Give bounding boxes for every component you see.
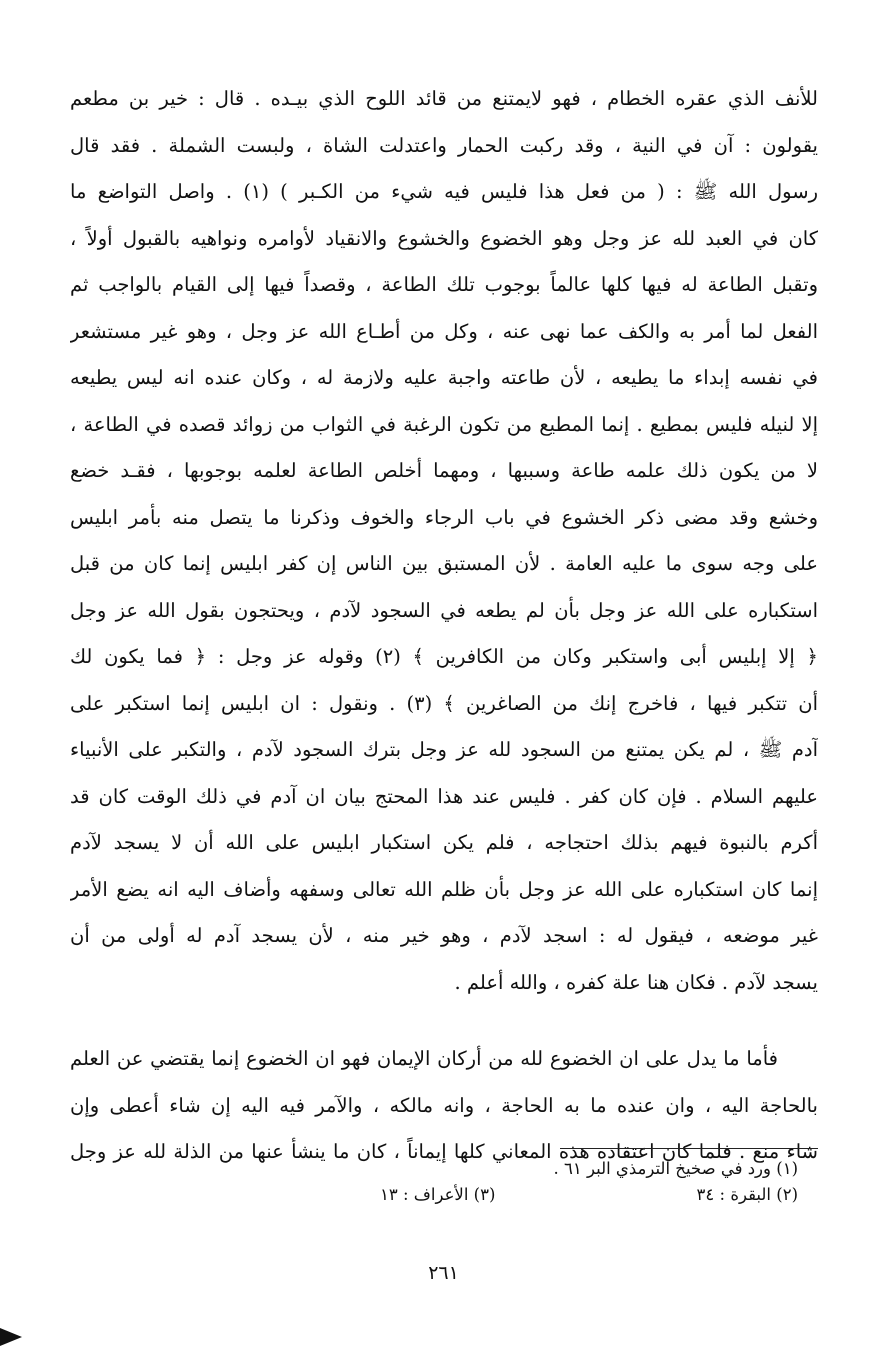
text-line: غير موضعه ، فيقول له : اسجد لآدم ، وهو خير منه ، لأن يسجد آدم له أولى من أن [70,924,818,947]
footnote-row [300,1182,798,1208]
footnote-2: (٢) البقرة : ٣٤ [696,1185,798,1204]
footnote-3: (٣) الأعراف : ١٣ [380,1185,496,1204]
footnote-divider [560,1148,818,1149]
text-line: إنما كان استكباره على الله عز وجل بأن ظلم الله تعالى وسفهه وأضاف اليه انه يضع الأمر [70,877,818,901]
text-line: للأنف الذي عقره الخطام ، فهو لايمتنع من قائد اللوح الذي بيـده . قال : خير بن مطعم [70,87,818,110]
text-line: استكباره على الله عز وجل بأن لم يطعه في السجود لآدم ، ويحتجون بقول الله عز وجل [70,598,818,622]
page-number: ٢٦١ [428,1262,459,1284]
text-line: وخشع وقد مضى ذكر الخشوع في باب الرجاء والخوف وذكرنا ما يتصل منه بأمر ابليس [70,505,818,529]
text-line: رسول الله ﷺ : ( من فعل هذا فليس فيه شيء من الكـبر ) (١) . واصل التواضع ما [70,180,818,203]
text-line: يسجد لآدم . فكان هنا علة كفره ، والله أعلم . [454,970,818,994]
footnote-1: (١) ورد في صخيخ الترمذي البر ٦١ . [553,1159,798,1178]
text-line: لا من يكون ذلك علمه طاعة وسببها ، ومهما أخلص الطاعة لعلمه بوجوبها ، فقـد خضع [70,459,818,482]
text-line: أكرم بالنبوة فيهم بذلك احتجاجه ، فلم يكن استكبار ابليس على الله أن لا يسجد لآدم [70,831,818,854]
text-line: بالحاجة اليه ، وان عنده ما به الحاجة ، وانه مالكه ، والآمر فيه اليه إن شاء أعطى وإن [70,1093,818,1117]
text-line: في نفسه إبداء ما يطيعه ، لأن طاعته واجبة عليه ولازمة له ، وكان عنده انه ليس يطيعه [70,366,818,389]
text-line: على وجه سوى ما عليه العامة . لأن المستبق بين الناس إن كفر ابليس إنما كان من قبل [70,552,818,575]
main-text [70,76,818,1176]
text-line: إلا لنيله فليس بمطيع . إنما المطيع من تكون الرغبة في الثواب من زوائد قصده في الطاعة ، [70,412,818,436]
text-line: أن تتكبر فيها ، فاخرج إنك من الصاغرين ﴾ (٣) . ونقول : ان ابليس إنما استكبر على [70,691,818,715]
text-line: ﴿ إلا إبليس أبى واستكبر وكان من الكافرين ﴾ (٢) وقوله عز وجل : ﴿ فما يكون لك [70,645,818,668]
footnotes [300,1156,798,1208]
text-line: شاء منع . فلما كان اعتقاده هذه المعاني كلها إيماناً ، كان ما ينشأ عنها من الذلة لله عز وجل [70,1140,818,1163]
text-line: يقولون : آن في النية ، وقد ركبت الحمار واعتدلت الشاة ، ولبست الشملة . فقد قال [70,133,818,157]
text-line: كان في العبد لله عز وجل وهو الخضوع والخشوع والانقياد لأوامره ونواهيه بالقبول أولاً ، [70,226,818,250]
text-line: آدم ﷺ ، لم يكن يمتنع من السجود لله عز وجل بترك السجود لآدم ، والتكبر على الأنبياء [70,738,818,761]
text-line: الفعل لما أمر به والكف عما نهى عنه ، وكل من أطـاع الله عز وجل ، وهو غير مستشعر [70,319,818,343]
text-line: وتقبل الطاعة له فيها كلها عالماً بوجوب تلك الطاعة ، وقصداً فيها إلى القيام بالواجب ثم [70,273,818,296]
corner-arrow-icon [0,1328,22,1346]
text-line: فأما ما يدل على ان الخضوع لله من أركان الإيمان فهو ان الخضوع إنما يقتضي عن العلم [70,1047,778,1070]
paragraph-gap [70,1006,818,1036]
text-line: عليهم السلام . فإن كان كفر . فليس عند هذا المحتج بيان ان آدم في ذلك الوقت كان قد [70,784,818,808]
